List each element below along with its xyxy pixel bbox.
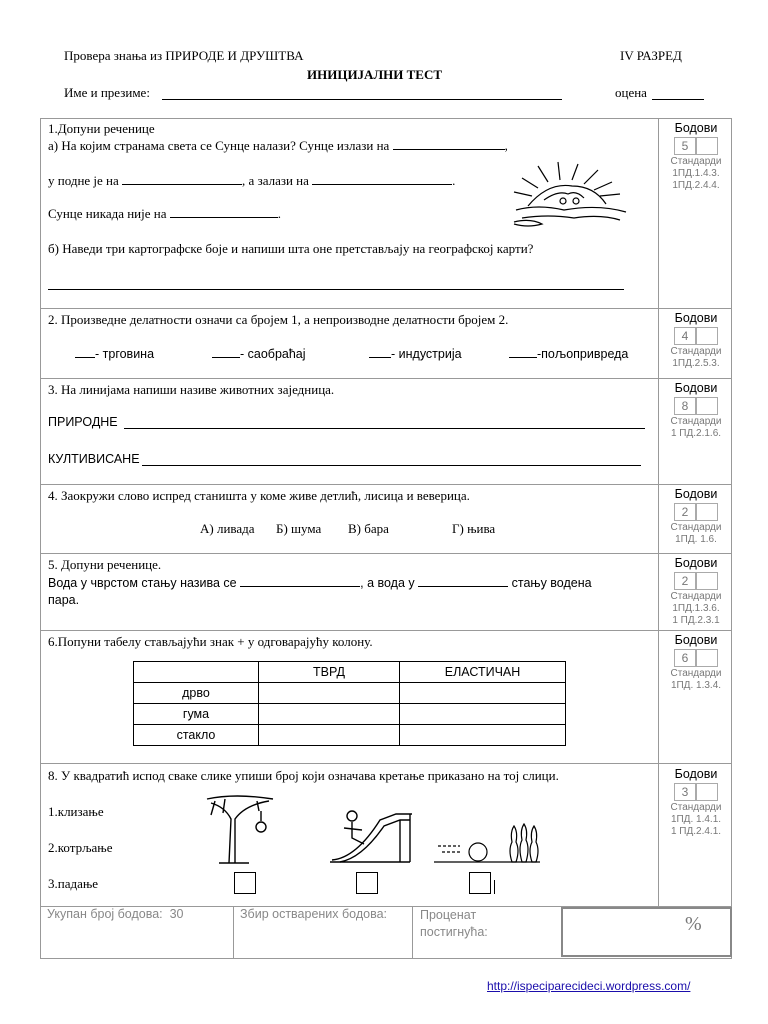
solid-state-blank[interactable]: [240, 575, 360, 587]
earned-points-box[interactable]: [696, 783, 718, 801]
sunset-blank[interactable]: [312, 173, 452, 185]
grade-heading: IV РАЗРЕД: [620, 48, 682, 63]
q3-text: 3. На линијама напиши називе животних заједница.: [48, 382, 335, 397]
name-field[interactable]: [162, 86, 562, 100]
max-points-box: 4: [674, 327, 696, 345]
q2-blank[interactable]: [509, 346, 537, 358]
column-header: ТВРД: [259, 662, 400, 683]
q2-item: [212, 346, 306, 361]
earned-points-box[interactable]: [696, 397, 718, 415]
earned-points-box[interactable]: [696, 572, 718, 590]
footer-divider: [233, 906, 234, 959]
points-label: Бодови: [674, 556, 718, 570]
earned-points-box[interactable]: [696, 137, 718, 155]
divider: [40, 763, 732, 764]
standard-code: 1ПД. 1.6.: [675, 534, 717, 545]
standards-label: Стандарди: [670, 668, 722, 679]
q2-item-label: - саобраћај: [240, 347, 306, 361]
percent-label-line: постигнућа:: [420, 925, 488, 939]
name-label: Име и презиме:: [64, 85, 150, 100]
q1-title: 1.Допуни реченице: [48, 121, 155, 136]
q8-item: 2.котрљање: [48, 840, 113, 855]
q5-title: 5. Допуни реченице.: [48, 557, 162, 572]
grade-label: оцена: [615, 85, 647, 100]
total-points-value: 30: [169, 907, 184, 921]
table-row: [134, 683, 566, 704]
percent-sign: %: [685, 913, 702, 935]
answer-cell[interactable]: [259, 725, 400, 746]
points-label: Бодови: [674, 381, 718, 395]
q2-item-label: - индустрија: [391, 347, 462, 361]
sliding-child-illustration: [326, 800, 416, 866]
column-header: ЕЛАСТИЧАН: [400, 662, 566, 683]
q4-option-a[interactable]: А) ливада: [200, 521, 255, 536]
standard-code: 1ПД. 1.4.1.: [670, 814, 722, 825]
grade-field[interactable]: [652, 86, 704, 100]
standards-label: Стандарди: [670, 156, 722, 167]
table-header-row: [134, 662, 566, 683]
rolling-ball-illustration: [432, 820, 542, 866]
points-label: Бодови: [674, 487, 718, 501]
earned-points-box[interactable]: [696, 649, 718, 667]
max-points-box: 5: [674, 137, 696, 155]
q1-noon-line: у подне је на , а залази на .: [48, 173, 456, 188]
row-label: стакло: [134, 725, 259, 746]
earned-points-box[interactable]: [696, 503, 718, 521]
max-points-box: 2: [674, 572, 696, 590]
answer-cell[interactable]: [400, 725, 566, 746]
percent-box[interactable]: [561, 907, 732, 957]
divider: [40, 630, 732, 631]
table-row: [134, 704, 566, 725]
q3-natural-label: ПРИРОДНЕ: [48, 415, 118, 429]
subject-heading: Провера знања из ПРИРОДЕ И ДРУШТВА: [64, 48, 304, 63]
never-blank[interactable]: [170, 206, 278, 218]
q3-points-panel: [660, 381, 732, 439]
max-points-box: 8: [674, 397, 696, 415]
q5-text-a: Вода у чврстом стању назива се: [48, 576, 237, 590]
divider: [40, 484, 732, 485]
q1-never-text: Сунце никада није на: [48, 206, 167, 221]
material-table: [133, 661, 566, 746]
q6-text: 6.Попуни табелу стављајући знак + у одговарајућу колону.: [48, 634, 373, 649]
answer-cell[interactable]: [400, 704, 566, 725]
achieved-points-label: Збир остварених бодова:: [240, 907, 388, 921]
answer-cell[interactable]: [400, 683, 566, 704]
blog-link[interactable]: http://ispeciparecideci.wordpress.com/: [487, 979, 691, 993]
q4-text: 4. Заокружи слово испред станишта у коме живе детлић, лисица и веверица.: [48, 488, 470, 503]
q4-option-g[interactable]: Г) њива: [452, 521, 496, 536]
points-label: Бодови: [674, 311, 718, 325]
q2-points-panel: [660, 311, 732, 369]
standard-code: 1 ПД.2.1.6.: [670, 428, 722, 439]
points-column-divider: [658, 118, 659, 906]
q1-never-line: Сунце никада није на .: [48, 206, 281, 221]
natural-answer-line[interactable]: [124, 428, 645, 429]
q2-item-label: -пољопривреда: [537, 347, 629, 361]
standards-label: Стандарди: [670, 346, 722, 357]
footer-divider: [412, 906, 413, 959]
percent-label: [420, 907, 488, 941]
q5-line2: пара.: [48, 593, 80, 607]
standard-code: 1 ПД.2.4.1.: [670, 826, 722, 837]
q8-points-panel: [660, 767, 732, 837]
q5-line1: [48, 575, 592, 590]
q5-text-c: стању водена: [511, 576, 592, 590]
sun-rising-illustration: [508, 160, 632, 232]
q1-a-line: а) На којим странама света се Сунце налази? Сунце излази на ,: [48, 138, 508, 153]
q8-text: 8. У квадратић испод сваке слике упиши број који означава кретање приказано на тој слици.: [48, 768, 559, 783]
q5-text-b: , а вода у: [360, 576, 415, 590]
max-points-box: 2: [674, 503, 696, 521]
q2-text: 2. Произведне делатности означи са бројем 1, а непроизводне делатности бројем 2.: [48, 312, 509, 327]
q4-option-v[interactable]: В) бара: [348, 521, 389, 536]
standard-code: 1 ПД.2.3.1: [672, 615, 720, 626]
q2-item: [369, 346, 462, 361]
divider: [40, 553, 732, 554]
points-label: Бодови: [674, 767, 718, 781]
standard-code: 1ПД. 1.3.4.: [670, 680, 722, 691]
q8-item: 3.падање: [48, 876, 99, 891]
standard-code: 1ПД.1.4.3.: [672, 168, 720, 179]
total-points-label: Укупан број бодова:: [47, 907, 163, 921]
q8-item: 1.клизање: [48, 804, 104, 819]
q1-answer-line[interactable]: [48, 289, 624, 290]
total-points-cell: [47, 907, 184, 921]
q4-option-b[interactable]: Б) шума: [276, 521, 322, 536]
q1-sets-text: , а залази на: [242, 173, 309, 188]
percent-label-line: Проценат: [420, 908, 477, 922]
q4-points-panel: [660, 487, 732, 545]
noon-blank[interactable]: [122, 173, 242, 185]
standards-label: Стандарди: [670, 416, 722, 427]
standard-code: 1ПД.2.4.4.: [672, 180, 720, 191]
q1-a-text: а) На којим странама света се Сунце налази? Сунце излази на: [48, 138, 390, 153]
answer-cell[interactable]: [259, 704, 400, 725]
q6-points-panel: [660, 633, 732, 691]
standards-label: Стандарди: [670, 802, 722, 813]
standards-label: Стандарди: [670, 591, 722, 602]
falling-apple-illustration: [205, 795, 275, 865]
standard-code: 1ПД.2.5.3.: [672, 358, 720, 369]
q2-blank[interactable]: [369, 346, 391, 358]
q2-item: [509, 346, 628, 361]
q5-points-panel: [660, 556, 732, 626]
q2-item-label: - трговина: [95, 347, 155, 361]
page-title: ИНИЦИЈАЛНИ ТЕСТ: [307, 67, 443, 82]
earned-points-box[interactable]: [696, 327, 718, 345]
q1-noon-text: у подне је на: [48, 173, 119, 188]
row-label: дрво: [134, 683, 259, 704]
q2-item: [75, 346, 154, 361]
max-points-box: 6: [674, 649, 696, 667]
divider: [40, 308, 732, 309]
answer-square[interactable]: [356, 872, 378, 894]
table-row: [134, 725, 566, 746]
standard-code: 1ПД.1.3.6.: [672, 603, 720, 614]
cultivated-answer-line[interactable]: [142, 465, 641, 466]
q2-blank[interactable]: [212, 346, 240, 358]
standards-label: Стандарди: [670, 522, 722, 533]
answer-square[interactable]: [469, 872, 491, 894]
cursor-mark: [494, 880, 495, 894]
answer-cell[interactable]: [259, 683, 400, 704]
row-label: гума: [134, 704, 259, 725]
gas-state-blank[interactable]: [418, 575, 508, 587]
divider: [40, 378, 732, 379]
sunrise-blank[interactable]: [393, 138, 505, 150]
answer-square[interactable]: [234, 872, 256, 894]
points-label: Бодови: [674, 121, 718, 135]
points-label: Бодови: [674, 633, 718, 647]
q1-b-line: б) Наведи три картографске боје и напиши шта оне претстављају на географској карти?: [48, 241, 534, 256]
q3-cultivated-label: КУЛТИВИСАНЕ: [48, 452, 140, 466]
max-points-box: 3: [674, 783, 696, 801]
table-corner-cell: [134, 662, 259, 683]
q1-points-panel: [660, 121, 732, 191]
q2-blank[interactable]: [75, 346, 95, 358]
